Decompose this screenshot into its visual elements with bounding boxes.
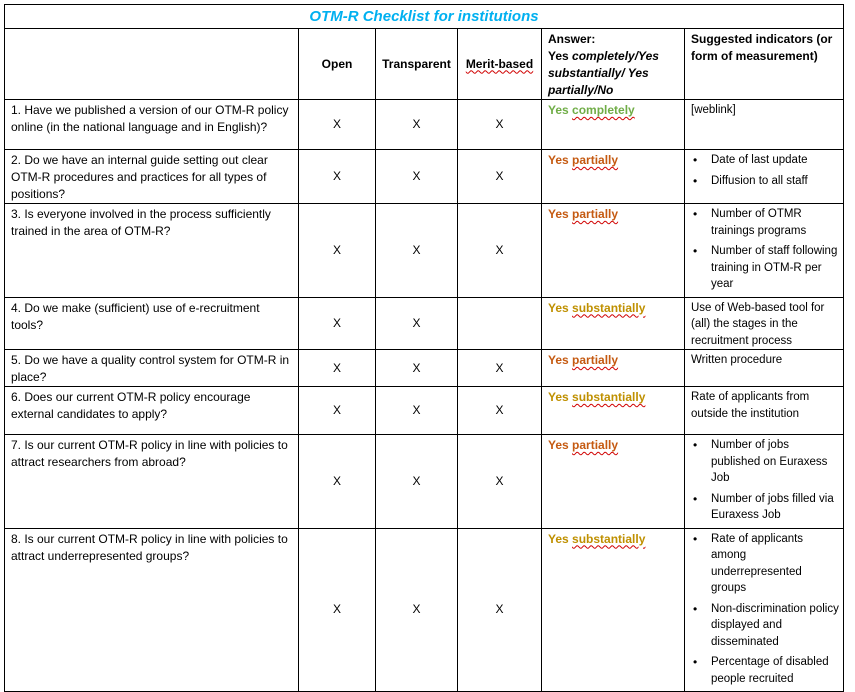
open-cell: X [299, 350, 376, 387]
answer-cell [542, 150, 685, 204]
answer-yes: Yes [548, 353, 573, 367]
open-cell: X [299, 150, 376, 204]
answer-yes: Yes [548, 531, 573, 546]
indicator-item: • Rate of applicants among underrepresented groups [691, 531, 839, 597]
merit-cell: X [458, 350, 542, 387]
indicator-item: • Number of jobs filled via Euraxess Job [691, 491, 839, 524]
table-row [5, 387, 844, 435]
indicator-cell [685, 528, 844, 692]
header-answer-options: completely/Yes substantially/ Yes partially/No [548, 49, 659, 97]
transparent-cell: X [376, 100, 458, 150]
answer-yes: Yes [548, 390, 573, 404]
answer-cell [542, 528, 685, 692]
merit-cell: X [458, 150, 542, 204]
transparent-cell: X [376, 204, 458, 298]
merit-cell: X [458, 387, 542, 435]
header-merit-label: Merit-based [465, 56, 534, 71]
open-cell: X [299, 435, 376, 529]
answer-level: partially [572, 153, 619, 167]
indicator-item: • Date of last update [691, 152, 839, 169]
checklist-table [4, 4, 844, 692]
merit-cell: X [458, 528, 542, 692]
indicator-cell [685, 204, 844, 298]
table-row [5, 435, 844, 529]
merit-cell: X [458, 204, 542, 298]
indicator-cell [685, 297, 844, 350]
answer-yes: Yes [548, 153, 573, 167]
question-cell: 6. Does our current OTM-R policy encourage external candidates to apply? [5, 387, 299, 435]
indicator-cell [685, 350, 844, 387]
table-row [5, 297, 844, 350]
answer-yes: Yes [548, 207, 573, 221]
header-answer [542, 29, 685, 100]
transparent-cell: X [376, 297, 458, 350]
checklist-frame [4, 4, 844, 692]
open-cell: X [299, 204, 376, 298]
title-row [5, 5, 844, 29]
answer-yes: Yes [548, 438, 573, 452]
indicator-cell [685, 387, 844, 435]
indicator-cell [685, 435, 844, 529]
table-row [5, 350, 844, 387]
indicator-item: • Number of OTMR trainings programs [691, 206, 839, 239]
merit-cell [458, 297, 542, 350]
answer-level: substantially [572, 390, 646, 404]
answer-level: partially [572, 207, 619, 221]
question-cell: 3. Is everyone involved in the process sufficiently trained in the area of OTM-R? [5, 204, 299, 298]
indicator-list [691, 437, 839, 524]
answer-level: substantially [572, 531, 646, 546]
header-answer-label: Answer: [548, 32, 596, 46]
indicator-list [691, 152, 839, 189]
indicator-cell [685, 100, 844, 150]
transparent-cell: X [376, 387, 458, 435]
table-row [5, 100, 844, 150]
transparent-cell: X [376, 435, 458, 529]
header-question [5, 29, 299, 100]
open-cell: X [299, 297, 376, 350]
header-row [5, 29, 844, 100]
indicator-item: • Non-discrimination policy displayed and disseminated [691, 601, 839, 651]
answer-cell [542, 387, 685, 435]
indicator-item: • Percentage of disabled people recruited [691, 654, 839, 687]
indicator-list [691, 206, 839, 293]
answer-yes: Yes [548, 103, 573, 117]
indicator-text: Written procedure [691, 354, 783, 366]
open-cell: X [299, 387, 376, 435]
transparent-cell: X [376, 528, 458, 692]
indicator-text: Rate of applicants from outside the institution [691, 391, 810, 420]
open-cell: X [299, 100, 376, 150]
question-cell: 4. Do we make (sufficient) use of e-recruitment tools? [5, 297, 299, 350]
question-cell: 7. Is our current OTM-R policy in line with policies to attract researchers from abroad? [5, 435, 299, 529]
table-title: OTM-R Checklist for institutions [5, 5, 844, 29]
indicator-list [691, 531, 839, 688]
answer-cell [542, 350, 685, 387]
header-merit-based [458, 29, 542, 100]
answer-cell [542, 297, 685, 350]
open-cell: X [299, 528, 376, 692]
indicator-cell [685, 150, 844, 204]
header-answer-yes: Yes [548, 49, 573, 63]
answer-level: partially [572, 353, 619, 367]
header-open: Open [299, 29, 376, 100]
table-row [5, 204, 844, 298]
indicator-item: • Number of staff following training in OTM-R per year [691, 243, 839, 293]
header-indicators: Suggested indicators (or form of measurement) [685, 29, 844, 100]
transparent-cell: X [376, 350, 458, 387]
answer-cell [542, 100, 685, 150]
question-cell: 2. Do we have an internal guide setting out clear OTM-R procedures and practices for all types of positions? [5, 150, 299, 204]
table-row [5, 150, 844, 204]
merit-cell: X [458, 435, 542, 529]
question-cell: 5. Do we have a quality control system for OTM-R in place? [5, 350, 299, 387]
table-row [5, 528, 844, 692]
question-cell: 1. Have we published a version of our OTM-R policy online (in the national language and in English)? [5, 100, 299, 150]
answer-level: substantially [572, 300, 646, 315]
indicator-text: [weblink] [691, 104, 736, 116]
answer-yes: Yes [548, 300, 573, 315]
transparent-cell: X [376, 150, 458, 204]
answer-cell [542, 435, 685, 529]
indicator-text: Use of Web-based tool for (all) the stages in the recruitment process [691, 301, 825, 347]
indicator-item: • Number of jobs published on Euraxess Job [691, 437, 839, 487]
header-transparent: Transparent [376, 29, 458, 100]
answer-cell [542, 204, 685, 298]
answer-level: completely [572, 103, 635, 117]
merit-cell: X [458, 100, 542, 150]
question-cell: 8. Is our current OTM-R policy in line with policies to attract underrepresented groups? [5, 528, 299, 692]
indicator-item: • Diffusion to all staff [691, 173, 839, 190]
answer-level: partially [572, 438, 619, 452]
